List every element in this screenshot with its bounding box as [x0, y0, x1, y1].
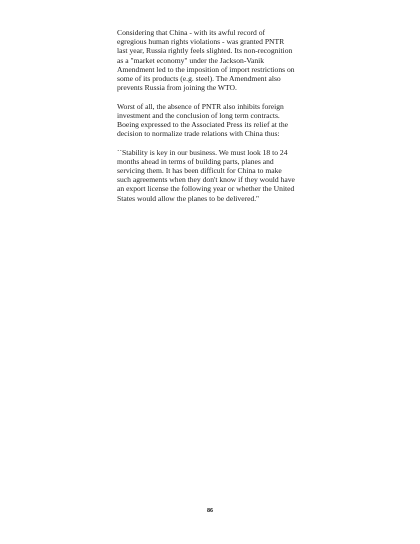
paragraph-foreign-investment: Worst of all, the absence of PNTR also inhibits foreign investment and the conclusion of long term contracts. Boeing expressed to the Associated Press its relief at the decision to normalize trade relations with China thus:: [117, 101, 289, 139]
body-text: [117, 28, 317, 212]
paragraph-boeing-quote: ``Stability is key in our business. We must look 18 to 24 months ahead in terms of building parts, planes and servicing them. It has been difficult for China to make such agreements when they don't know if they would have an export license the following year or whether the United States would allow the planes to be delivered.'': [117, 147, 295, 203]
page-number: 86: [206, 508, 214, 514]
paragraph-pntr-china-russia: Considering that China - with its awful record of egregious human rights violations - was granted PNTR last year, Russia rightly feels slighted. Its non-recognition as a "market economy" under the Jackson-Vanik Amendment led to the imposition of import restrictions on some of its products (e.g. steel). The Amendment also prevents Russia from joining the WTO.: [117, 28, 295, 93]
